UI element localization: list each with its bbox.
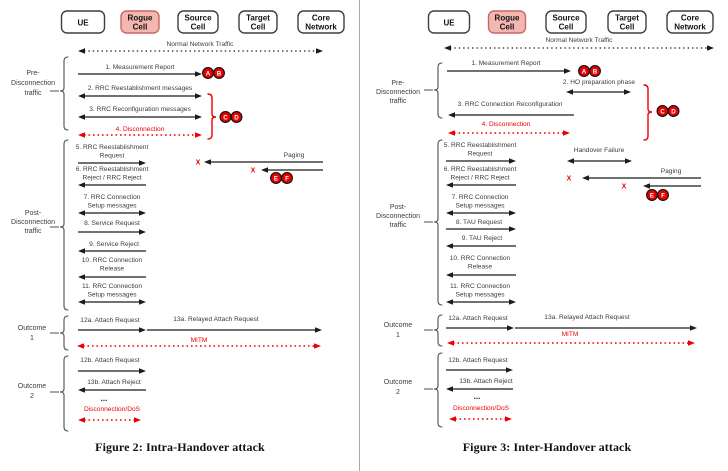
figure-3-msg-2-ho-preparation-phase-label: 2. HO preparation phase [562, 79, 636, 86]
figure-2-msg-13a-relayed-attach-request-label: 13a. Relayed Attach Request [173, 316, 259, 323]
figure-3-msg-13a-relayed-attach-request-arrowhead [690, 325, 697, 330]
figure-3-outcome-disconnection-dos-label: Disconnection/DoS [452, 405, 510, 412]
figure-2-msg-13a-relayed-attach-request-arrowhead [315, 327, 322, 332]
figure-3-attack-step-badge-letter: A [581, 68, 587, 76]
figure-3-paging-arrow-1-label: Paging [660, 168, 682, 175]
figure-2-outcome-disconnection-dos-arrowhead [78, 417, 85, 422]
figure-3-msg-7-rrc-connection-setup-label: 7. RRC Connection [451, 194, 509, 201]
figure-3-msg-8-tau-request-label: 8. TAU Request [455, 219, 503, 226]
figure-2-brace [60, 57, 68, 130]
figure-3-brace [434, 140, 442, 305]
figure-2-msg-3-rrc-reconfiguration-messages-arrowhead [195, 114, 202, 119]
figure-2-msg-12b-attach-request-arrowhead [139, 368, 146, 373]
figure-2-brace [208, 94, 216, 139]
figure-2-outcome-mitm-label: MITM [190, 337, 208, 344]
figure-3-msg-8-tau-request-arrowhead [509, 226, 516, 231]
figure-3-outcome-disconnection-dos-arrowhead [505, 416, 512, 421]
figure-2-outcome-mitm-arrowhead [314, 343, 321, 348]
figure-2-msg-6-rrc-reestablishment-reject-arrowhead [78, 182, 85, 187]
figure-2-post-disconnection-traffic-label: Disconnection [11, 219, 55, 226]
figure-2-post-disconnection-traffic-label: Post- [24, 210, 42, 217]
figure-3-msg-6-rrc-reestablishment-reject-label: 6. RRC Reestablishment [443, 166, 517, 173]
figure-3-caption: Figure 3: Inter-Handover attack [462, 440, 632, 454]
figure-3-msg-12a-attach-request-arrowhead [507, 325, 514, 330]
figure-3-msg-6-rrc-reestablishment-reject-label: Reject / RRC Reject [450, 174, 510, 182]
figure-3-pre-disconnection-traffic-label: Disconnection [376, 89, 420, 96]
figure-3-msg-2-ho-preparation-phase-arrowhead [624, 89, 631, 94]
figure-3-msg-3-rrc-connection-reconfiguration-label: 3. RRC Connection Reconfiguration [457, 101, 563, 108]
figure-2-post-disconnection-traffic-label: traffic [24, 228, 42, 235]
figure-3-outcome-disconnection-dos-arrowhead [449, 416, 456, 421]
rogue-cell-label: Cell [132, 22, 148, 32]
figure-3-msg-5-rrc-reestablishment-request-label: 5. RRC Reestablishment [443, 142, 517, 149]
figure-3-msg-11-rrc-connection-setup-arrowhead [509, 299, 516, 304]
figure-2-msg-7-rrc-connection-setup-arrowhead [139, 210, 146, 215]
figure-3-msg-10-rrc-connection-release-arrowhead [446, 272, 453, 277]
figure-3-blocked-x-icon: X [566, 175, 572, 183]
figure-3-attack-step-badge-letter: D [671, 108, 676, 116]
figure-2-msg-10-rrc-connection-release-label: 10. RRC Connection [81, 257, 143, 264]
figure-3-brace [434, 315, 442, 346]
figure-3-brace [434, 63, 442, 118]
figure-3-msg-1-measurement-report-arrowhead [564, 68, 571, 73]
figure-2-outcome-1-label: 1 [30, 335, 34, 342]
figure-3-post-disconnection-traffic-label: Post- [389, 204, 407, 211]
figure-2-paging-arrow-2-arrowhead [261, 167, 268, 172]
figure-3-outcome-mitm-arrowhead [447, 340, 454, 345]
figure-2-normal-network-traffic-arrowhead [316, 48, 323, 53]
figure-3-msg-13b-attach-reject-arrowhead [446, 386, 453, 391]
figure-2-msg-7-rrc-connection-setup-label: 7. RRC Connection [83, 194, 141, 201]
figure-2-msg-6-rrc-reestablishment-reject-label: Reject / RRC Reject [82, 174, 142, 182]
rogue-cell-label: Rogue [494, 13, 520, 23]
figure-3-msg-9-tau-reject-arrowhead [446, 243, 453, 248]
figure-2-brace [60, 356, 68, 431]
figure-2-blocked-x-icon: X [250, 167, 256, 175]
figure-2-normal-network-traffic-arrowhead [78, 48, 85, 53]
figure-2-paging-arrow-1-label: Paging [283, 152, 305, 159]
figure-3-msg-10-rrc-connection-release-label: 10. RRC Connection [449, 255, 511, 262]
figure-3-msg-12a-attach-request-label: 12a. Attach Request [448, 315, 508, 322]
figure-3-ellipsis-label: ... [473, 392, 481, 401]
figure-3-normal-network-traffic-arrowhead [444, 45, 451, 50]
figure-2-msg-8-service-request-label: 8. Service Request [84, 220, 140, 227]
figure-3-pre-disconnection-traffic-label: traffic [389, 98, 407, 105]
figure-3-normal-network-traffic-label: Normal Network Traffic [545, 37, 613, 44]
figure-3-msg-9-tau-reject-label: 9. TAU Reject [461, 235, 503, 242]
figure-3-brace [434, 353, 442, 427]
target-cell-label: Target [615, 13, 639, 23]
target-cell-label: Cell [250, 22, 266, 32]
figure-3-paging-arrow-1-arrowhead [582, 175, 589, 180]
figure-3-outcome-mitm-arrowhead [688, 340, 695, 345]
figure-2-pre-disconnection-traffic-label: traffic [24, 90, 42, 97]
figure-3-blocked-x-icon: X [621, 183, 627, 191]
figure-2-msg-2-rrc-reestablishment-messages-arrowhead [78, 93, 85, 98]
figure-3-msg-7-rrc-connection-setup-label: Setup messages [455, 202, 505, 210]
figure-3-brace [644, 85, 652, 140]
figure-2-attack-step-badge-letter: A [205, 70, 211, 78]
figure-3-handover-failure-arrowhead [625, 158, 632, 163]
figure-2-attack-step-badge-letter: E [273, 175, 279, 183]
figure-3-msg-13a-relayed-attach-request-label: 13a. Relayed Attach Request [544, 314, 630, 321]
figure-2-msg-4-disconnection-arrowhead [78, 132, 85, 137]
figure-3-msg-2-ho-preparation-phase-arrowhead [566, 89, 573, 94]
source-cell-label: Cell [558, 22, 574, 32]
figure-2-msg-12a-attach-request-label: 12a. Attach Request [80, 317, 140, 324]
figure-2-msg-5-rrc-reestablishment-request-arrowhead [139, 160, 146, 165]
figure-2-msg-3-rrc-reconfiguration-messages-arrowhead [78, 114, 85, 119]
figure-2-msg-3-rrc-reconfiguration-messages-label: 3. RRC Reconfiguration messages [89, 106, 191, 113]
figure-2-msg-4-disconnection-arrowhead [195, 132, 202, 137]
figure-2-pre-disconnection-traffic-label: Pre- [26, 70, 40, 77]
figure-2-msg-8-service-request-arrowhead [139, 229, 146, 234]
rogue-cell-label: Cell [499, 22, 515, 32]
figure-2-attack-step-badge-letter: D [234, 114, 239, 122]
figure-2-msg-9-service-reject-label: 9. Service Reject [89, 241, 139, 248]
figure-3-post-disconnection-traffic-label: traffic [389, 222, 407, 229]
figure-2-msg-11-rrc-connection-setup-arrowhead [78, 299, 85, 304]
source-cell-label: Cell [190, 22, 206, 32]
figure-2-msg-11-rrc-connection-setup-label: 11. RRC Connection [82, 283, 142, 290]
figure-3-msg-4-disconnection-label: 4. Disconnection [481, 121, 531, 128]
figure-2-paging-arrow-1-arrowhead [204, 159, 211, 164]
figure-2-msg-11-rrc-connection-setup-label: Setup messages [87, 291, 137, 299]
figure-2-msg-5-rrc-reestablishment-request-label: 5. RRC Reestablishment [75, 144, 149, 151]
source-cell-label: Source [552, 13, 580, 23]
figure-2-msg-5-rrc-reestablishment-request-label: Request [99, 152, 125, 160]
figure-2-msg-10-rrc-connection-release-arrowhead [78, 274, 85, 279]
figure-2-pre-disconnection-traffic-label: Disconnection [11, 80, 55, 87]
figure-3-msg-11-rrc-connection-setup-arrowhead [446, 299, 453, 304]
figure-3-msg-11-rrc-connection-setup-label: Setup messages [455, 291, 505, 299]
core-network-label: Core [680, 13, 700, 23]
figure-2-outcome-mitm-arrowhead [77, 343, 84, 348]
figure-2-msg-9-service-reject-arrowhead [78, 248, 85, 253]
figure-2-msg-12b-attach-request-label: 12b. Attach Request [80, 357, 140, 364]
figure-2-msg-13b-attach-reject-arrowhead [78, 387, 85, 392]
figure-2-msg-6-rrc-reestablishment-reject-label: 6. RRC Reestablishment [75, 166, 149, 173]
figure-2-outcome-disconnection-dos-label: Disconnection/DoS [83, 406, 141, 413]
target-cell-label: Target [246, 13, 270, 23]
ue-label: UE [77, 18, 89, 28]
figure-3-outcome-2-label: 2 [396, 389, 400, 396]
figure-2-normal-network-traffic-label: Normal Network Traffic [166, 41, 234, 48]
figure-3-normal-network-traffic-arrowhead [707, 45, 714, 50]
figure-2-brace [60, 140, 68, 310]
figure-3-outcome-mitm-label: MITM [561, 331, 579, 338]
core-network-label: Network [674, 22, 706, 32]
figure-3-outcome-1-label: 1 [396, 332, 400, 339]
figure-3-outcome-1-label: Outcome [383, 322, 413, 329]
figure-3-msg-12b-attach-request-arrowhead [506, 367, 513, 372]
figure-2-msg-2-rrc-reestablishment-messages-label: 2. RRC Reestablishment messages [87, 85, 193, 92]
figure-2-msg-7-rrc-connection-setup-arrowhead [78, 210, 85, 215]
figure-2-msg-13b-attach-reject-label: 13b. Attach Reject [87, 379, 141, 386]
figure-2-msg-4-disconnection-label: 4. Disconnection [115, 126, 165, 133]
target-cell-label: Cell [619, 22, 635, 32]
core-network-label: Network [305, 22, 337, 32]
figure-2-blocked-x-icon: X [195, 159, 201, 167]
core-network-label: Core [311, 13, 331, 23]
source-cell-label: Source [184, 13, 212, 23]
figure-3-msg-7-rrc-connection-setup-arrowhead [509, 210, 516, 215]
figure-3-msg-12b-attach-request-label: 12b. Attach Request [448, 357, 508, 364]
figure-2-attack-step-badge-letter: C [223, 114, 228, 122]
figure-2-msg-2-rrc-reestablishment-messages-arrowhead [195, 93, 202, 98]
figure-3-msg-13b-attach-reject-label: 13b. Attach Reject [459, 378, 513, 385]
figure-3-paging-arrow-2-arrowhead [643, 183, 650, 188]
figure-3-msg-10-rrc-connection-release-label: Release [467, 263, 493, 271]
figure-2-msg-10-rrc-connection-release-label: Release [99, 265, 125, 273]
figure-2-outcome-disconnection-dos-arrowhead [134, 417, 141, 422]
figure-2-attack-step-badge-letter: B [216, 70, 222, 78]
figure-2-brace [60, 316, 68, 350]
figure-2-outcome-2-label: 2 [30, 393, 34, 400]
figure-3-handover-failure-arrowhead [567, 158, 574, 163]
figure-3-outcome-2-label: Outcome [383, 379, 413, 386]
figure-3-msg-4-disconnection-arrowhead [448, 130, 455, 135]
figure-3-attack-step-badge-letter: C [660, 108, 665, 116]
figure-2-outcome-1-label: Outcome [17, 325, 47, 332]
figure-3-msg-3-rrc-connection-reconfiguration-arrowhead [448, 112, 455, 117]
figure-3-msg-7-rrc-connection-setup-arrowhead [446, 210, 453, 215]
figure-3-attack-step-badge-letter: B [592, 68, 598, 76]
rogue-cell-label: Rogue [127, 13, 153, 23]
figure-2-msg-11-rrc-connection-setup-arrowhead [139, 299, 146, 304]
figure-3-pre-disconnection-traffic-label: Pre- [391, 80, 405, 87]
figure-2-msg-7-rrc-connection-setup-label: Setup messages [87, 202, 137, 210]
figure-2-outcome-2-label: Outcome [17, 383, 47, 390]
figure-3-attack-step-badge-letter: F [661, 192, 665, 200]
figure-2-caption: Figure 2: Intra-Handover attack [95, 440, 265, 454]
figure-3-msg-5-rrc-reestablishment-request-arrowhead [509, 158, 516, 163]
figure-3-handover-failure-label: Handover Failure [573, 147, 625, 154]
figure-3-msg-11-rrc-connection-setup-label: 11. RRC Connection [450, 283, 510, 290]
figure-3-post-disconnection-traffic-label: Disconnection [376, 213, 420, 220]
figure-2-msg-1-measurement-report-arrowhead [195, 71, 202, 76]
ue-label: UE [443, 18, 455, 28]
figure-3-attack-step-badge-letter: E [649, 192, 655, 200]
figure-2-attack-step-badge-letter: F [285, 175, 289, 183]
figure-3-msg-1-measurement-report-label: 1. Measurement Report [471, 60, 541, 67]
figure-2-ellipsis-label: ... [100, 394, 108, 403]
figure-3-msg-4-disconnection-arrowhead [563, 130, 570, 135]
figure-2-msg-12a-attach-request-arrowhead [139, 327, 146, 332]
figure-3-msg-6-rrc-reestablishment-reject-arrowhead [446, 182, 453, 187]
figure-2-msg-1-measurement-report-label: 1. Measurement Report [105, 64, 175, 71]
figure-3-msg-5-rrc-reestablishment-request-label: Request [467, 150, 493, 158]
